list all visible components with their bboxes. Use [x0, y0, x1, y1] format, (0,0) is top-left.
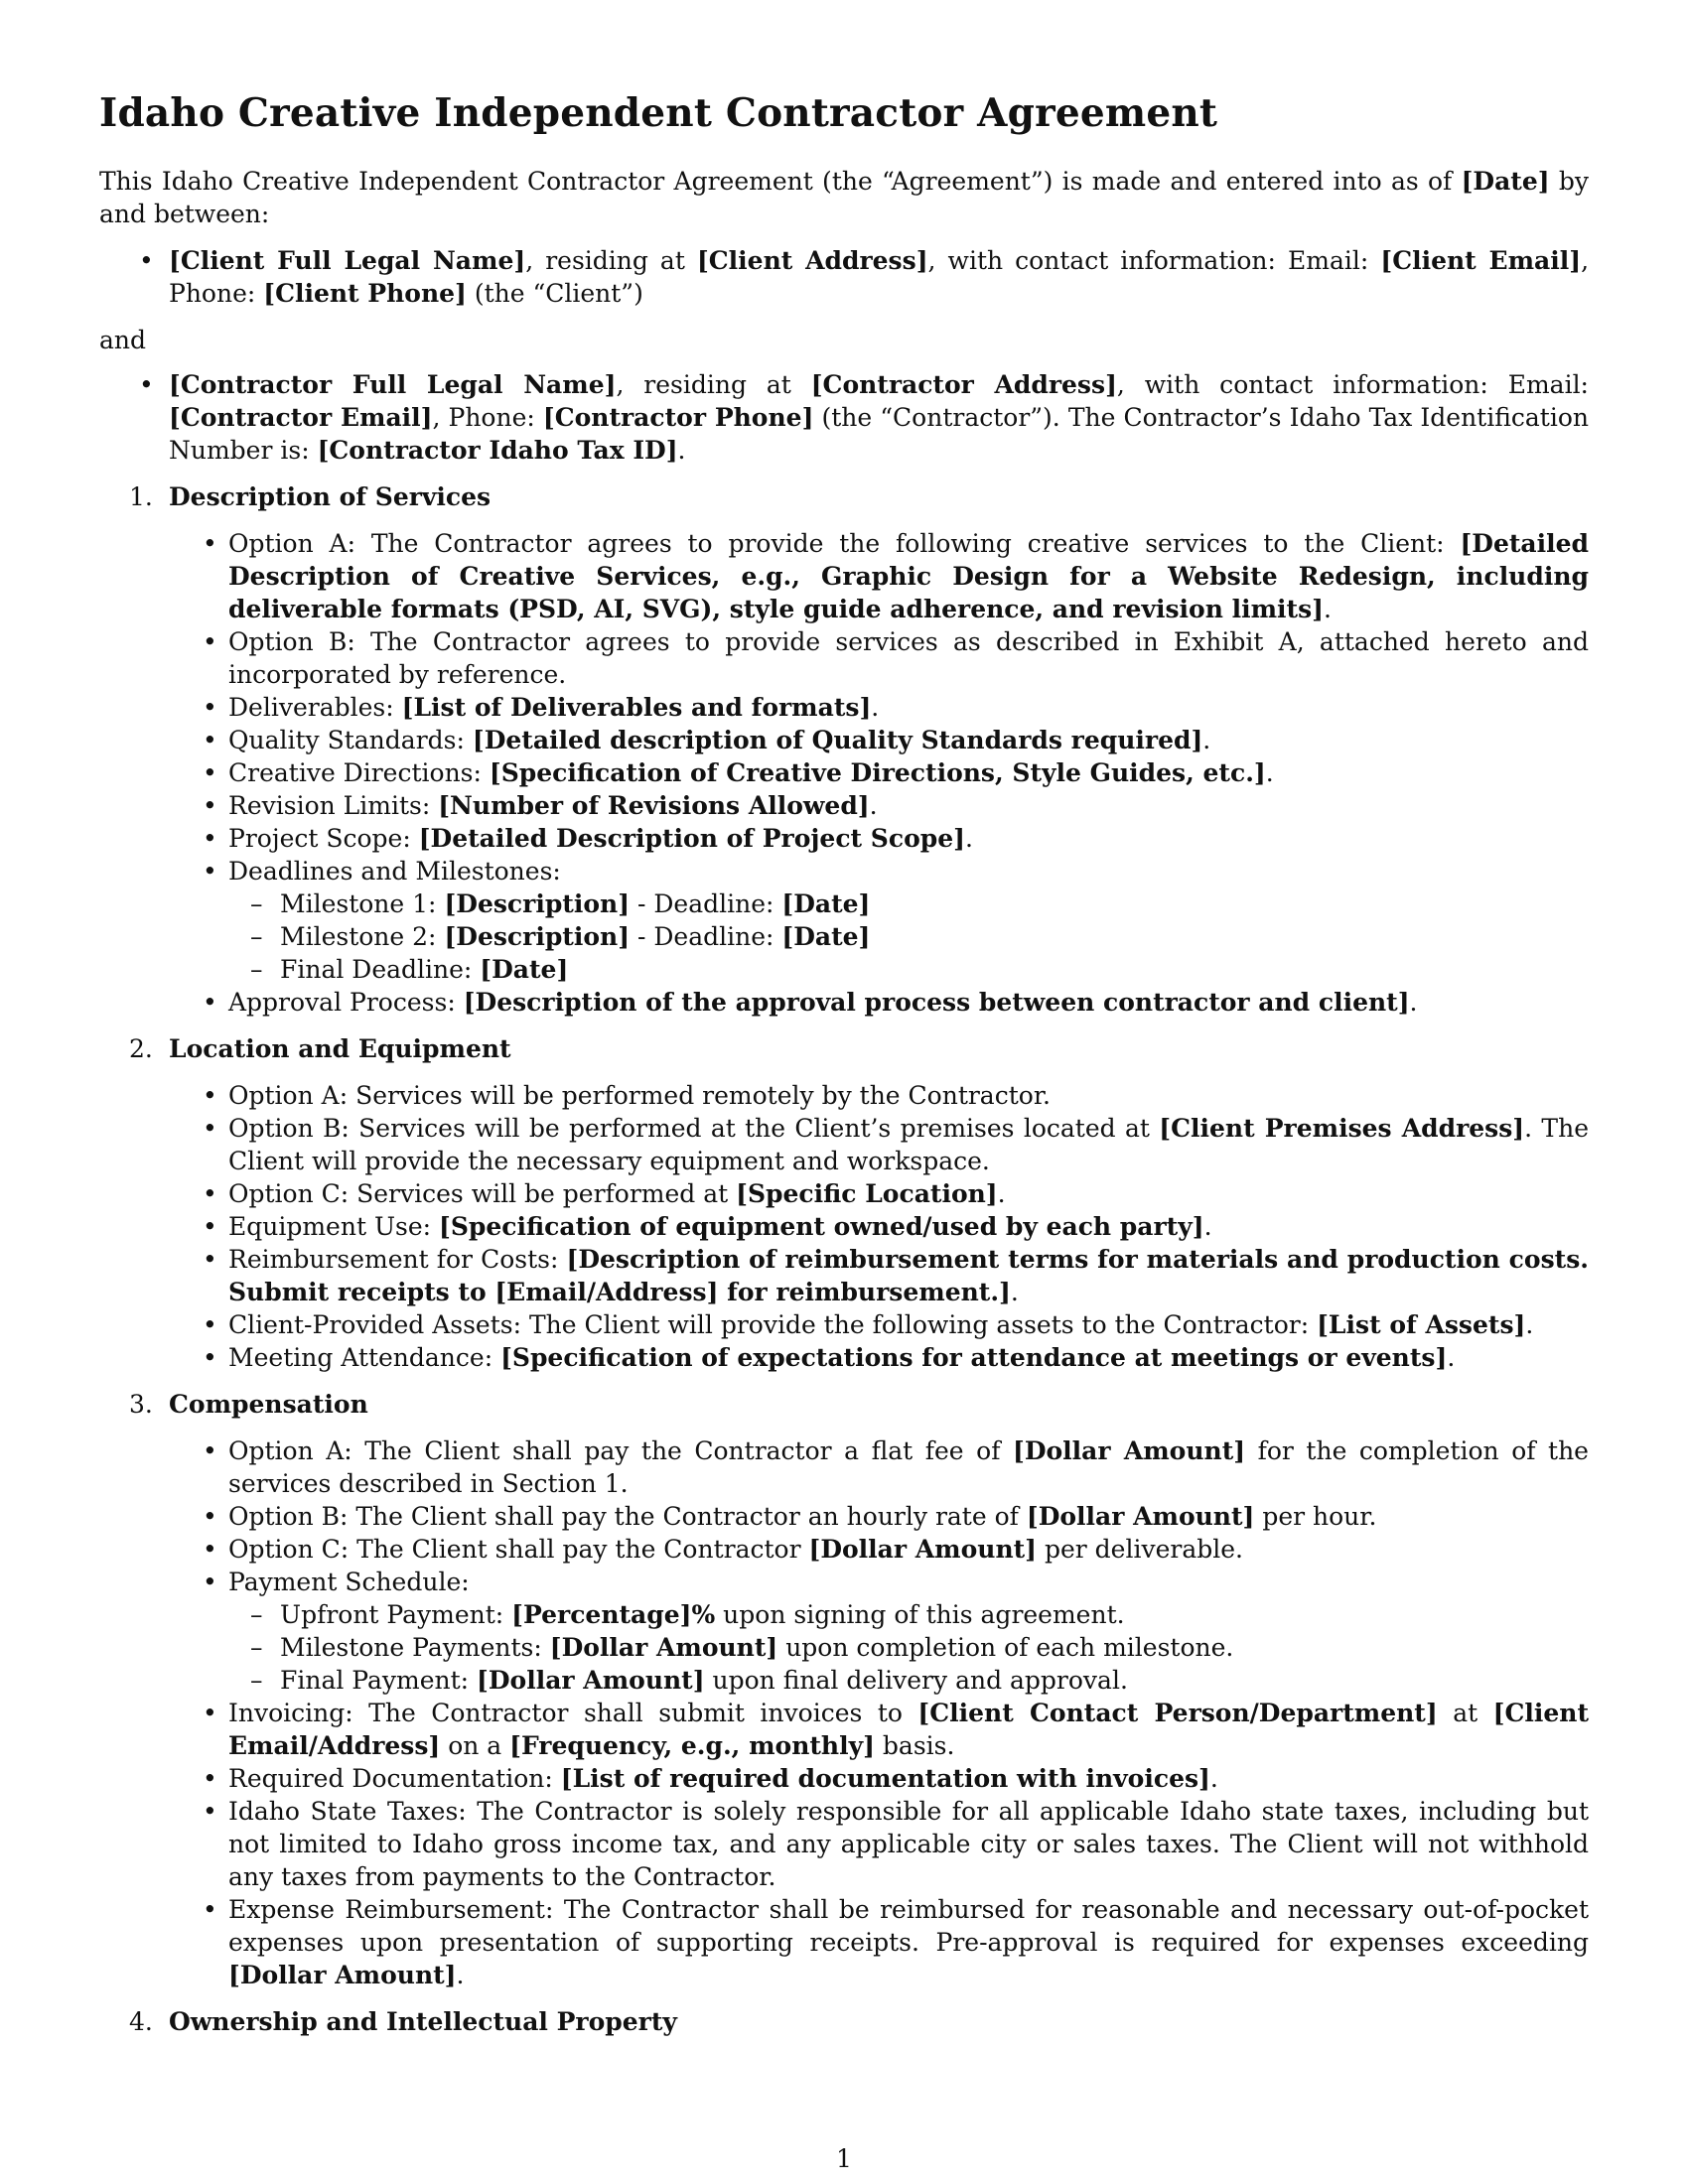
section-items: [169, 527, 1589, 1019]
text-run: .: [1324, 595, 1332, 623]
section-title: Ownership and Intellectual Property: [169, 2007, 677, 2036]
placeholder-field: [Dollar Amount]: [1012, 1436, 1246, 1465]
section-number: 1.: [129, 482, 153, 511]
text-run: .: [677, 436, 686, 465]
section: [129, 1032, 1589, 1374]
placeholder-field: [Detailed Description of Project Scope]: [418, 824, 965, 853]
sub-list-item: [280, 1598, 1589, 1631]
placeholder-field: [Date]: [1461, 167, 1550, 196]
text-run: .: [456, 1961, 465, 1989]
section-title: Description of Services: [169, 482, 492, 511]
text-run: Deliverables:: [228, 693, 402, 722]
placeholder-field: [Description of the approval process between contractor and client]: [463, 988, 1410, 1017]
text-run: Project Scope:: [228, 824, 419, 853]
text-run: , Phone:: [169, 246, 1590, 308]
text-run: (the “Client”): [466, 279, 643, 308]
text-run: Invoicing: The Contractor shall submit invoices to: [228, 1699, 918, 1727]
text-run: Milestone 2:: [280, 922, 445, 951]
placeholder-field: [Dollar Amount]: [477, 1666, 705, 1695]
text-run: Deadlines and Milestones:: [228, 857, 561, 886]
placeholder-field: [Frequency, e.g., monthly]: [509, 1731, 875, 1760]
placeholder-field: [Dollar Amount]: [228, 1961, 457, 1989]
list-item: [228, 1697, 1589, 1762]
placeholder-field: [Date]: [781, 889, 871, 918]
list-item: [228, 691, 1589, 724]
section: [129, 1388, 1589, 1991]
list-item: [228, 1341, 1589, 1374]
placeholder-field: [Description of reimbursement terms for materials and production costs. Submit receipts to [Email/Address] for reimbursement.]: [228, 1245, 1589, 1306]
text-run: Required Documentation:: [228, 1764, 561, 1793]
text-run: This Idaho Creative Independent Contractor Agreement (the “Agreement”) is made and entered into as of: [99, 167, 1462, 196]
placeholder-field: [List of required documentation with invoices]: [560, 1764, 1210, 1793]
text-run: per hour.: [1254, 1502, 1377, 1531]
section-title: Location and Equipment: [169, 1034, 511, 1063]
placeholder-field: [Dollar Amount]: [549, 1633, 778, 1662]
placeholder-field: [Client Contact Person/Department]: [917, 1699, 1438, 1727]
list-item: [228, 1762, 1589, 1795]
text-run: basis.: [874, 1731, 955, 1760]
placeholder-field: [Description]: [444, 889, 631, 918]
text-run: .: [1409, 988, 1418, 1017]
text-run: per deliverable.: [1037, 1535, 1243, 1564]
placeholder-field: [Dollar Amount]: [808, 1535, 1038, 1564]
text-run: , residing at: [616, 370, 811, 399]
text-run: for the completion of the services described in Section 1.: [228, 1436, 1589, 1498]
section-number: 3.: [129, 1390, 153, 1419]
list-item: [228, 527, 1589, 625]
text-run: .: [964, 824, 973, 853]
text-run: Idaho State Taxes: The Contractor is solely responsible for all applicable Idaho state taxes, including but not limited to Idaho gross income tax, and any applicable city or sales taxes. The Client will not withhold any taxes from payments to the Contractor.: [228, 1797, 1589, 1891]
text-run: by and between:: [99, 167, 1590, 228]
section: [129, 2005, 1589, 2038]
list-item: [228, 1566, 1589, 1697]
text-run: Option A: The Client shall pay the Contractor a flat fee of: [228, 1436, 1013, 1465]
sub-list-item: [280, 1664, 1589, 1697]
text-run: .: [1010, 1278, 1019, 1306]
sub-list-item: [280, 953, 1589, 986]
text-run: .: [871, 693, 880, 722]
section: [129, 480, 1589, 1019]
list-item: [228, 986, 1589, 1019]
text-run: .: [1265, 758, 1274, 787]
list-item: [228, 724, 1589, 756]
list-item: [228, 1210, 1589, 1243]
placeholder-field: [Specification of expectations for attendance at meetings or events]: [500, 1343, 1448, 1372]
list-item: [228, 789, 1589, 822]
placeholder-field: [List of Assets]: [1317, 1310, 1526, 1339]
list-item: [228, 1893, 1589, 1991]
text-run: .: [1203, 1212, 1212, 1241]
list-item: [228, 1500, 1589, 1533]
text-run: Payment Schedule:: [228, 1568, 470, 1596]
sections-list: [99, 480, 1589, 2038]
text-run: Final Payment:: [280, 1666, 478, 1695]
placeholder-field: [Contractor Address]: [810, 370, 1117, 399]
list-item: [228, 625, 1589, 691]
placeholder-field: [Client Address]: [696, 246, 928, 275]
client-party-list: [99, 244, 1589, 310]
text-run: upon final delivery and approval.: [704, 1666, 1128, 1695]
placeholder-field: [Client Phone]: [263, 279, 467, 308]
text-run: Milestone Payments:: [280, 1633, 550, 1662]
placeholder-field: [Percentage]%: [511, 1600, 716, 1629]
list-item: [228, 1079, 1589, 1112]
text-run: .: [1447, 1343, 1456, 1372]
placeholder-field: [Dollar Amount]: [1026, 1502, 1255, 1531]
list-item: [228, 1243, 1589, 1308]
placeholder-field: [Detailed description of Quality Standards required]: [472, 726, 1203, 754]
text-run: Meeting Attendance:: [228, 1343, 501, 1372]
text-run: Upfront Payment:: [280, 1600, 512, 1629]
placeholder-field: [Number of Revisions Allowed]: [438, 791, 870, 820]
text-run: Quality Standards:: [228, 726, 473, 754]
text-run: , with contact information: Email:: [1116, 370, 1589, 399]
text-run: .: [1525, 1310, 1534, 1339]
text-run: Option B: The Client shall pay the Contractor an hourly rate of: [228, 1502, 1027, 1531]
text-run: (the “Contractor”). The Contractor’s Idaho Tax Identification Number is:: [169, 403, 1589, 465]
document-page: [99, 87, 1589, 2052]
text-run: Final Deadline:: [280, 955, 481, 984]
section-items: [169, 1079, 1589, 1374]
placeholder-field: [Description]: [444, 922, 631, 951]
text-run: Option B: Services will be performed at the Client’s premises located at: [228, 1114, 1160, 1143]
text-run: - Deadline:: [630, 922, 782, 951]
text-run: Reimbursement for Costs:: [228, 1245, 567, 1274]
text-run: Option C: The Client shall pay the Contractor: [228, 1535, 809, 1564]
text-run: Milestone 1:: [280, 889, 445, 918]
text-run: on a: [440, 1731, 510, 1760]
client-party: [169, 244, 1589, 310]
text-run: Option C: Services will be performed at: [228, 1179, 737, 1208]
placeholder-field: [Contractor Phone]: [542, 403, 814, 432]
placeholder-field: [Contractor Idaho Tax ID]: [317, 436, 678, 465]
text-run: .: [997, 1179, 1006, 1208]
text-run: Client-Provided Assets: The Client will provide the following assets to the Contractor:: [228, 1310, 1318, 1339]
placeholder-field: [Contractor Email]: [169, 403, 433, 432]
sub-list-item: [280, 1631, 1589, 1664]
text-run: .: [869, 791, 878, 820]
text-run: Expense Reimbursement: The Contractor shall be reimbursed for reasonable and necessary out-of-pocket expenses upon presentation of supporting receipts. Pre-approval is required for expenses exceeding: [228, 1895, 1589, 1957]
placeholder-field: [Date]: [480, 955, 569, 984]
sub-list: [228, 1598, 1589, 1697]
page-number: 1: [836, 2144, 852, 2173]
list-item: [228, 1112, 1589, 1177]
placeholder-field: [Detailed Description of Creative Services, e.g., Graphic Design for a Website Redesign, including deliverable formats (PSD, AI, SVG), style guide adherence, and revision limits]: [228, 529, 1589, 623]
list-item: [228, 1434, 1589, 1500]
placeholder-field: [Specific Location]: [736, 1179, 998, 1208]
text-run: Revision Limits:: [228, 791, 439, 820]
list-item: [228, 1533, 1589, 1566]
sub-list: [228, 887, 1589, 986]
contractor-party: [169, 368, 1589, 467]
section-number: 2.: [129, 1034, 153, 1063]
placeholder-field: [Specification of Creative Directions, Style Guides, etc.]: [489, 758, 1266, 787]
text-run: Option A: The Contractor agrees to provide the following creative services to the Client:: [228, 529, 1461, 558]
list-item: [228, 855, 1589, 986]
text-run: .: [1202, 726, 1211, 754]
placeholder-field: [Client Email/Address]: [228, 1699, 1589, 1760]
list-item: [228, 1177, 1589, 1210]
section-items: [169, 1434, 1589, 1991]
placeholder-field: [Client Premises Address]: [1159, 1114, 1525, 1143]
sub-list-item: [280, 920, 1589, 953]
text-run: Equipment Use:: [228, 1212, 440, 1241]
text-run: , Phone:: [432, 403, 543, 432]
text-run: upon signing of this agreement.: [715, 1600, 1125, 1629]
list-item: [228, 1308, 1589, 1341]
section-title: Compensation: [169, 1390, 368, 1419]
text-run: , with contact information: Email:: [927, 246, 1381, 275]
text-run: .: [1209, 1764, 1218, 1793]
document-title: Idaho Creative Independent Contractor Agreement: [99, 90, 1218, 136]
text-run: - Deadline:: [630, 889, 782, 918]
and-connector: and: [99, 326, 147, 354]
placeholder-field: [Date]: [781, 922, 871, 951]
placeholder-field: [Client Email]: [1380, 246, 1582, 275]
text-run: Option A: Services will be performed remotely by the Contractor.: [228, 1081, 1051, 1110]
text-run: Approval Process:: [228, 988, 464, 1017]
placeholder-field: [List of Deliverables and formats]: [401, 693, 872, 722]
text-run: Option B: The Contractor agrees to provide services as described in Exhibit A, attached hereto and incorporated by reference.: [228, 627, 1589, 689]
text-run: , residing at: [525, 246, 697, 275]
list-item: [228, 1795, 1589, 1893]
text-run: at: [1437, 1699, 1493, 1727]
placeholder-field: [Client Full Legal Name]: [169, 246, 526, 275]
list-item: [228, 822, 1589, 855]
text-run: Creative Directions:: [228, 758, 490, 787]
section-number: 4.: [129, 2007, 153, 2036]
list-item: [228, 756, 1589, 789]
intro-paragraph: [99, 165, 1589, 230]
placeholder-field: [Contractor Full Legal Name]: [169, 370, 617, 399]
contractor-party-list: [99, 368, 1589, 467]
sub-list-item: [280, 887, 1589, 920]
text-run: upon completion of each milestone.: [777, 1633, 1234, 1662]
placeholder-field: [Specification of equipment owned/used by each party]: [439, 1212, 1204, 1241]
text-run: . The Client will provide the necessary equipment and workspace.: [228, 1114, 1589, 1175]
